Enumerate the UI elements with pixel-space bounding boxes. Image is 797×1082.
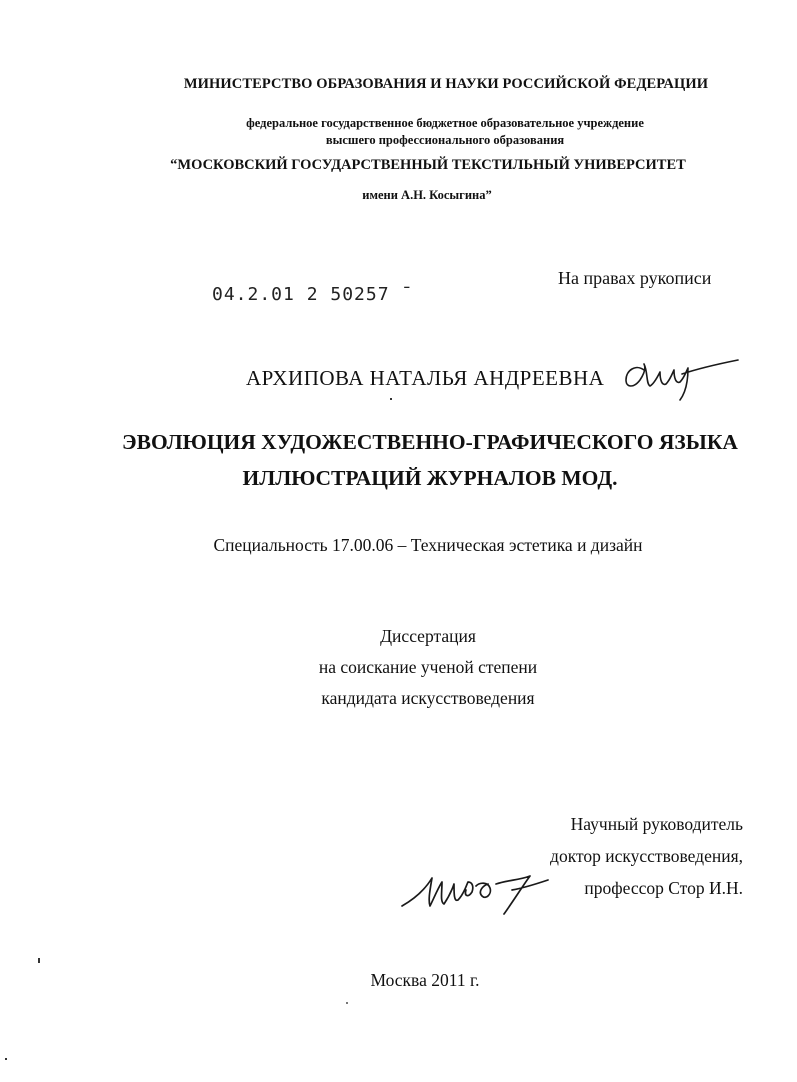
degree-name-line: кандидата искусствоведения bbox=[321, 688, 535, 708]
university-named-after: имени А.Н. Косыгина” bbox=[362, 188, 492, 202]
education-level-line: высшего профессионального образования bbox=[325, 133, 565, 147]
ink-speck bbox=[390, 398, 392, 400]
thesis-title-line-2: ИЛЛЮСТРАЦИЙ ЖУРНАЛОВ МОД. bbox=[242, 466, 618, 490]
bottom-dot bbox=[346, 1002, 348, 1004]
institution-type-line: федеральное государственное бюджетное образовательное учреждение bbox=[246, 116, 644, 130]
manuscript-rights-note: На правах рукописи bbox=[558, 268, 712, 288]
university-name: “МОСКОВСКИЙ ГОСУДАРСТВЕННЫЙ ТЕКСТИЛЬНЫЙ УНИВЕРСИТЕТ bbox=[170, 157, 686, 173]
margin-mark bbox=[38, 958, 40, 963]
author-name: АРХИПОВА НАТАЛЬЯ АНДРЕЕВНА bbox=[246, 366, 605, 390]
thesis-title-line-1: ЭВОЛЮЦИЯ ХУДОЖЕСТВЕННО-ГРАФИЧЕСКОГО ЯЗЫКА bbox=[122, 430, 738, 454]
margin-dot bbox=[5, 1058, 7, 1060]
author-signature bbox=[614, 348, 744, 404]
ministry-heading: МИНИСТЕРСТВО ОБРАЗОВАНИЯ И НАУКИ РОССИЙСКОЙ ФЕДЕРАЦИИ bbox=[183, 76, 709, 92]
city-and-year: Москва 2011 г. bbox=[370, 970, 480, 990]
advisor-role: Научный руководитель bbox=[570, 814, 743, 834]
specialty-line: Специальность 17.00.06 – Техническая эстетика и дизайн bbox=[213, 535, 643, 555]
advisor-name: профессор Стор И.Н. bbox=[584, 878, 743, 898]
registration-code: 04.2.01 2 50257 ˉ bbox=[212, 284, 414, 305]
advisor-degree: доктор искусствоведения, bbox=[550, 846, 743, 866]
dissertation-label: Диссертация bbox=[380, 626, 476, 646]
degree-purpose-line: на соискание ученой степени bbox=[318, 657, 538, 677]
advisor-signature bbox=[396, 862, 554, 922]
